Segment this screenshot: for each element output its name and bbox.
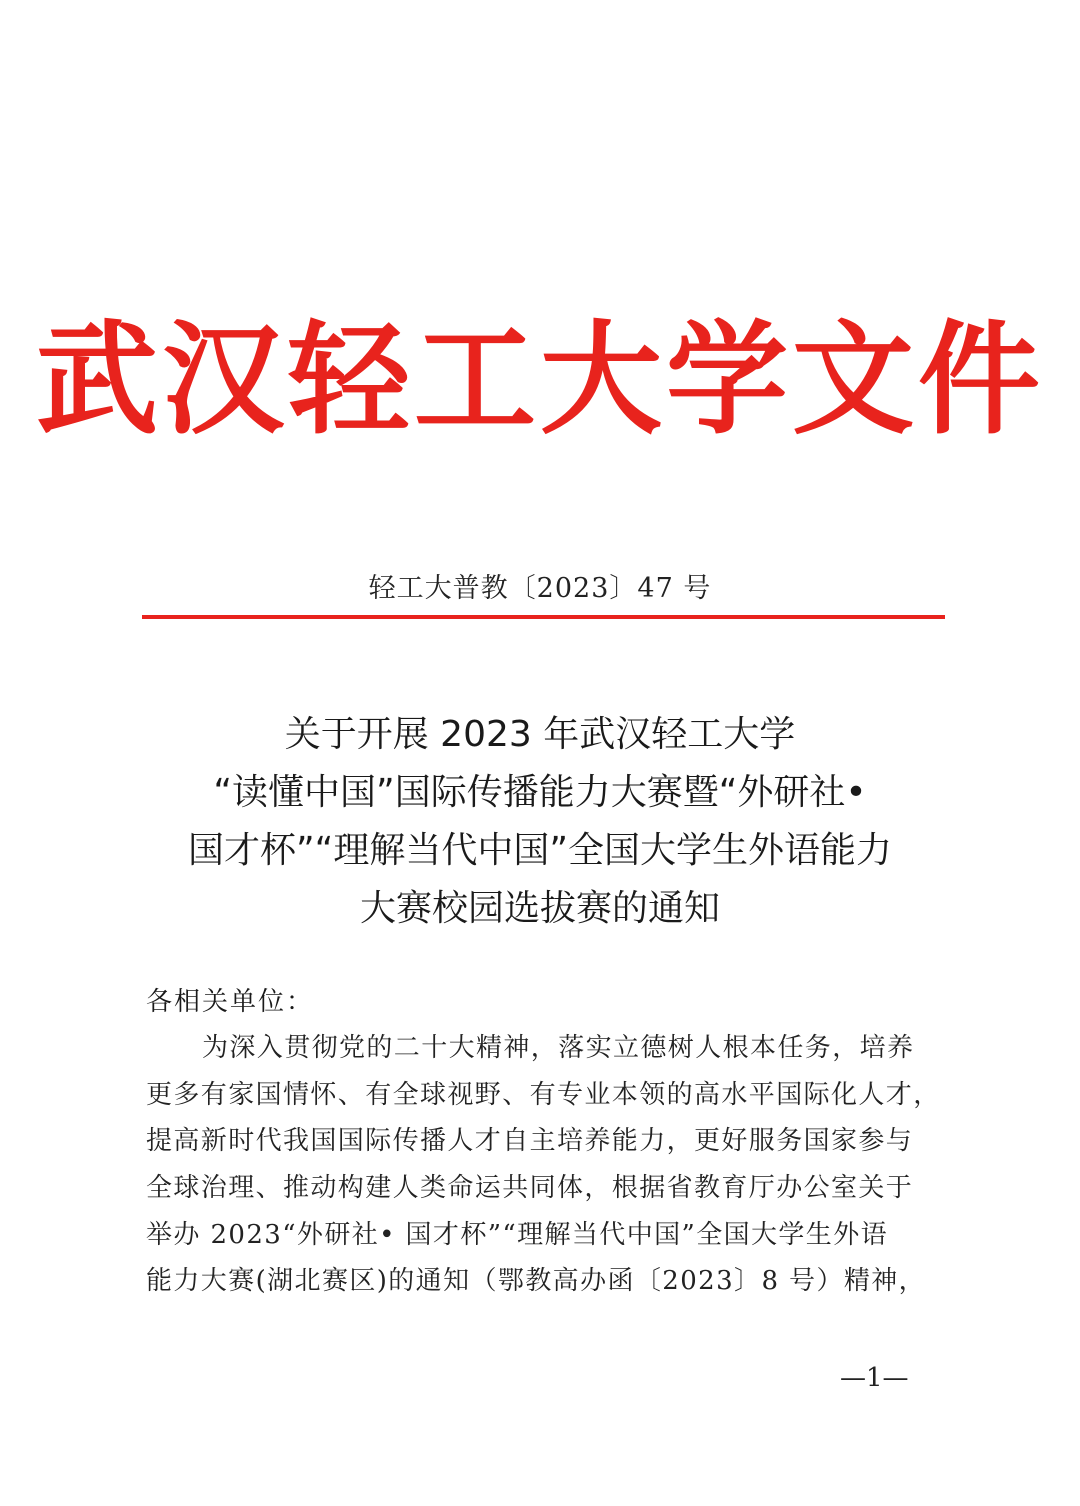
page-number: —1— xyxy=(840,1363,909,1393)
body-line: 能力大赛(湖北赛区)的通知（鄂教高办函〔2023〕8 号）精神， xyxy=(146,1266,927,1297)
document-title xyxy=(110,706,970,938)
red-divider-line xyxy=(142,615,945,619)
title-line: 国才杯”“理解当代中国”全国大学生外语能力 xyxy=(188,830,892,871)
body-line: 为深入贯彻党的二十大精神，落实立德树人根本任务，培养 xyxy=(202,1033,915,1063)
document-number: 轻工大普教〔2023〕47 号 xyxy=(368,573,712,604)
body-line: 更多有家国情怀、有全球视野、有专业本领的高水平国际化人才， xyxy=(146,1079,941,1110)
body-line: 全球治理、推动构建人类命运共同体，根据省教育厅办公室关于 xyxy=(146,1173,914,1204)
body-line: 提高新时代我国国际传播人才自主培养能力，更好服务国家参与 xyxy=(146,1126,914,1157)
title-line: “读懂中国”国际传播能力大赛暨“外研社• xyxy=(213,772,867,813)
body-line: 举办 2023“外研社• 国才杯”“理解当代中国”全国大学生外语 xyxy=(146,1219,889,1250)
document-masthead: 武汉轻工大学文件 xyxy=(36,309,1044,451)
body-paragraph xyxy=(146,1025,946,1305)
salutation: 各相关单位： xyxy=(146,987,315,1017)
title-line: 关于开展 2023 年武汉轻工大学 xyxy=(284,714,796,755)
title-line: 大赛校园选拔赛的通知 xyxy=(359,888,720,929)
